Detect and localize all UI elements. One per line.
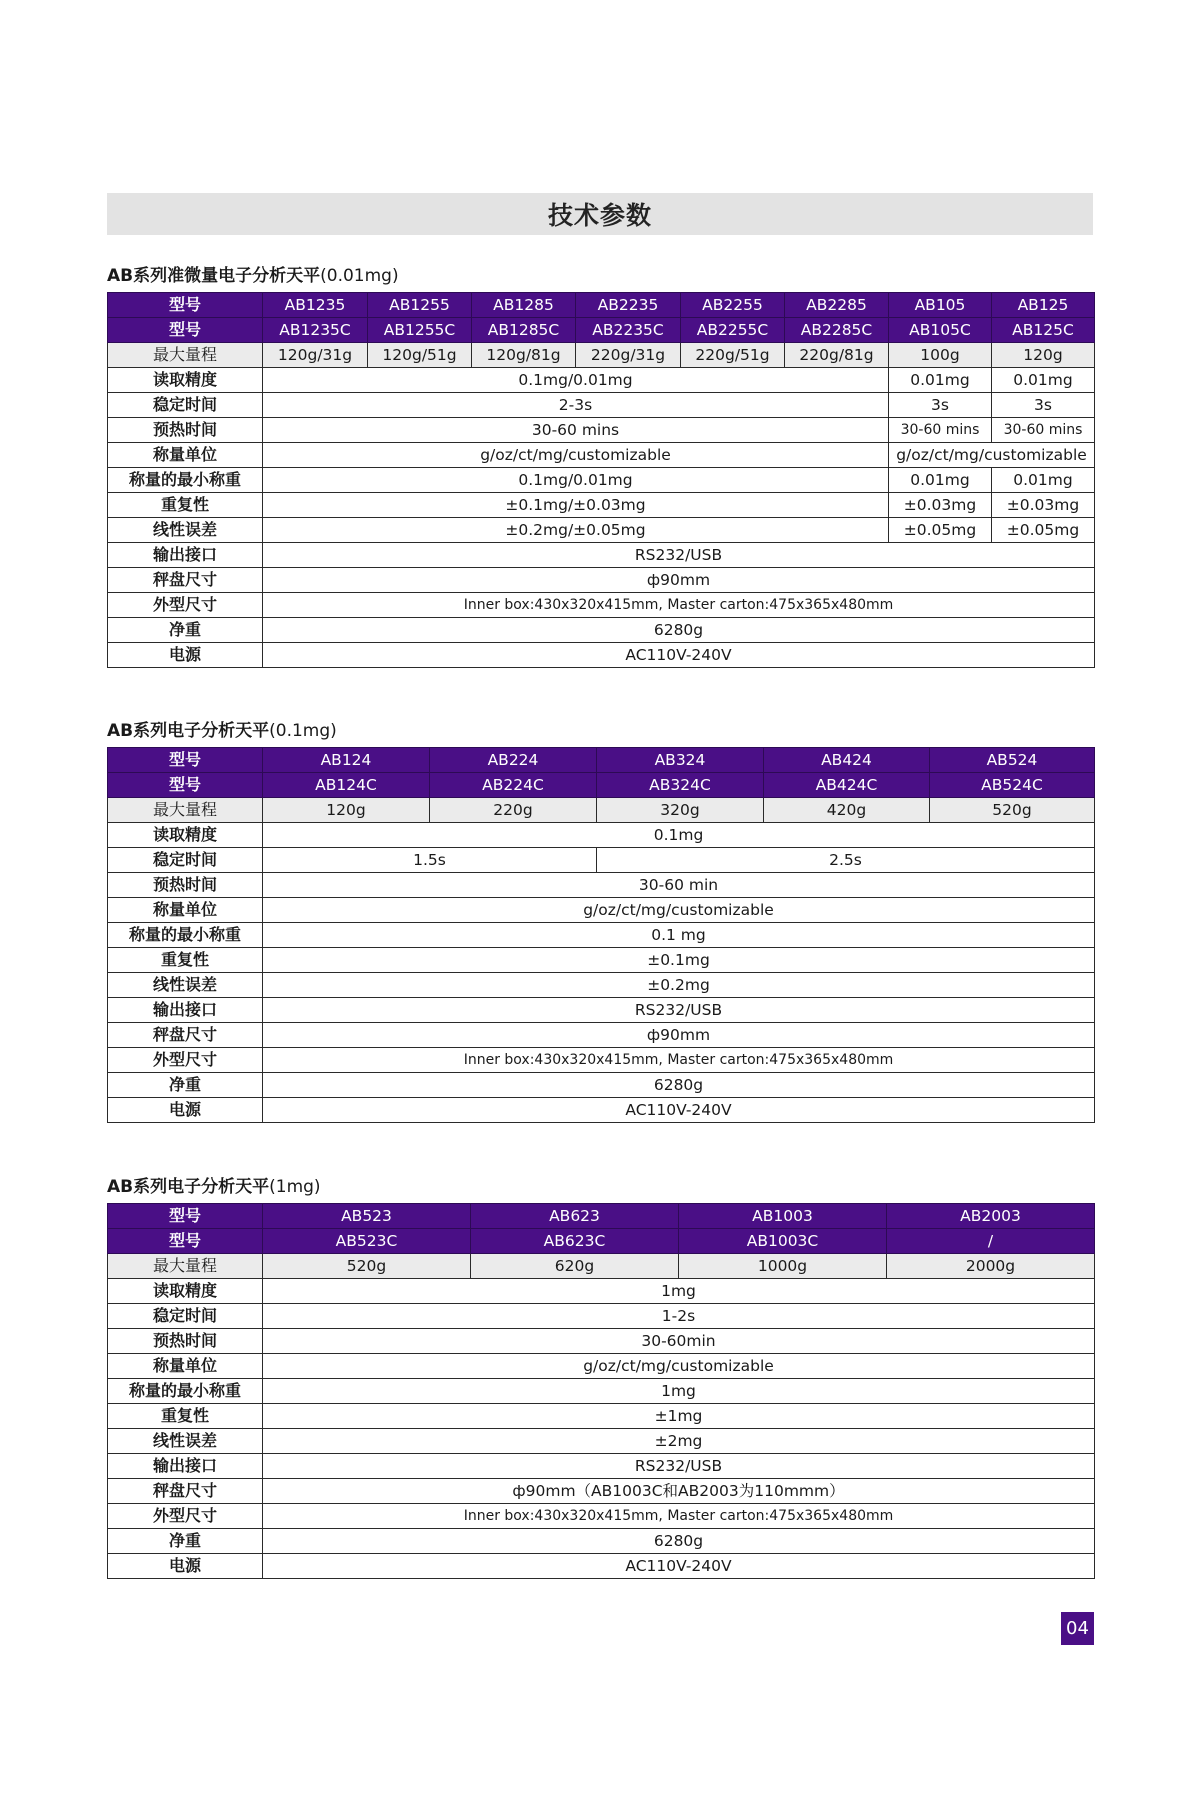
model-cell: AB1285C xyxy=(472,318,576,343)
value-cell: 1mg xyxy=(263,1279,1095,1304)
row-label: 重复性 xyxy=(108,1404,263,1429)
value-cell: ±0.2mg xyxy=(263,973,1095,998)
model-cell: AB124 xyxy=(263,748,430,773)
model-cell: AB125 xyxy=(992,293,1095,318)
table-row xyxy=(108,518,1095,543)
table-row xyxy=(108,1048,1095,1073)
row-label: 外型尺寸 xyxy=(108,1504,263,1529)
row-label: 型号 xyxy=(108,748,263,773)
row-label: 电源 xyxy=(108,643,263,668)
capacity-cell: 100g xyxy=(889,343,992,368)
value-cell: g/oz/ct/mg/customizable xyxy=(889,443,1095,468)
table-row xyxy=(108,1479,1095,1504)
row-label: 电源 xyxy=(108,1554,263,1579)
row-label: 线性误差 xyxy=(108,518,263,543)
row-label: 输出接口 xyxy=(108,1454,263,1479)
capacity-cell: 220g/81g xyxy=(785,343,889,368)
model-cell: AB1255C xyxy=(368,318,472,343)
row-label: 最大量程 xyxy=(108,1254,263,1279)
row-label: 重复性 xyxy=(108,493,263,518)
row-label: 秤盘尺寸 xyxy=(108,1023,263,1048)
table-row xyxy=(108,618,1095,643)
table-row xyxy=(108,1073,1095,1098)
model-cell: AB324 xyxy=(597,748,764,773)
row-label: 稳定时间 xyxy=(108,848,263,873)
table-row xyxy=(108,923,1095,948)
capacity-cell: 520g xyxy=(930,798,1095,823)
value-cell: 6280g xyxy=(263,618,1095,643)
value-cell: ф90mm xyxy=(263,568,1095,593)
table-row xyxy=(108,748,1095,773)
section1-title: AB系列准微量电子分析天平(0.01mg) xyxy=(107,266,399,286)
table-row xyxy=(108,318,1095,343)
table-row xyxy=(108,1429,1095,1454)
model-cell: AB2255C xyxy=(681,318,785,343)
table-row xyxy=(108,873,1095,898)
table-row xyxy=(108,593,1095,618)
value-cell: 2-3s xyxy=(263,393,889,418)
row-label: 读取精度 xyxy=(108,368,263,393)
value-cell: g/oz/ct/mg/customizable xyxy=(263,898,1095,923)
model-cell: AB523C xyxy=(263,1229,471,1254)
row-label: 读取精度 xyxy=(108,823,263,848)
table-row xyxy=(108,1504,1095,1529)
row-label: 称量的最小称重 xyxy=(108,923,263,948)
value-cell: AC110V-240V xyxy=(263,1554,1095,1579)
model-cell: AB224 xyxy=(430,748,597,773)
model-cell: AB2285C xyxy=(785,318,889,343)
table-row xyxy=(108,898,1095,923)
section1-spec-table xyxy=(107,292,1095,668)
value-cell: 30-60min xyxy=(263,1329,1095,1354)
section3-spec-table xyxy=(107,1203,1095,1579)
table-row xyxy=(108,1529,1095,1554)
value-cell: ±0.05mg xyxy=(889,518,992,543)
value-cell: ±0.05mg xyxy=(992,518,1095,543)
table-row xyxy=(108,973,1095,998)
model-cell: AB1235C xyxy=(263,318,368,343)
model-cell: AB105 xyxy=(889,293,992,318)
capacity-cell: 220g/31g xyxy=(576,343,681,368)
value-cell: 0.1mg/0.01mg xyxy=(263,368,889,393)
row-label: 最大量程 xyxy=(108,798,263,823)
value-cell: 6280g xyxy=(263,1073,1095,1098)
model-cell: AB524C xyxy=(930,773,1095,798)
table-row xyxy=(108,1329,1095,1354)
table-row xyxy=(108,468,1095,493)
row-label: 读取精度 xyxy=(108,1279,263,1304)
model-cell: AB2003 xyxy=(887,1204,1095,1229)
row-label: 称量的最小称重 xyxy=(108,468,263,493)
row-label: 输出接口 xyxy=(108,998,263,1023)
value-cell: 0.01mg xyxy=(889,368,992,393)
model-cell: AB623C xyxy=(471,1229,679,1254)
value-cell: 30-60 mins xyxy=(992,418,1095,443)
capacity-cell: 120g/51g xyxy=(368,343,472,368)
capacity-cell: 2000g xyxy=(887,1254,1095,1279)
row-label: 线性误差 xyxy=(108,973,263,998)
section2-title: AB系列电子分析天平(0.1mg) xyxy=(107,721,337,741)
model-cell: AB623 xyxy=(471,1204,679,1229)
model-cell: AB1003C xyxy=(679,1229,887,1254)
capacity-cell: 420g xyxy=(764,798,930,823)
capacity-cell: 520g xyxy=(263,1254,471,1279)
page-number: 04 xyxy=(1061,1612,1094,1645)
value-cell: RS232/USB xyxy=(263,543,1095,568)
value-cell: ±0.03mg xyxy=(889,493,992,518)
capacity-cell: 120g xyxy=(992,343,1095,368)
row-label: 称量单位 xyxy=(108,443,263,468)
model-cell: AB1255 xyxy=(368,293,472,318)
value-cell: 1-2s xyxy=(263,1304,1095,1329)
table-row xyxy=(108,493,1095,518)
row-label: 预热时间 xyxy=(108,418,263,443)
value-cell: 2.5s xyxy=(597,848,1095,873)
capacity-cell: 120g/81g xyxy=(472,343,576,368)
value-cell: g/oz/ct/mg/customizable xyxy=(263,443,889,468)
row-label: 稳定时间 xyxy=(108,1304,263,1329)
value-cell: 1.5s xyxy=(263,848,597,873)
model-cell: AB324C xyxy=(597,773,764,798)
model-cell: AB2285 xyxy=(785,293,889,318)
capacity-cell: 120g/31g xyxy=(263,343,368,368)
value-cell: g/oz/ct/mg/customizable xyxy=(263,1354,1095,1379)
row-label: 型号 xyxy=(108,773,263,798)
capacity-cell: 1000g xyxy=(679,1254,887,1279)
table-row xyxy=(108,568,1095,593)
table-row xyxy=(108,293,1095,318)
model-cell: AB124C xyxy=(263,773,430,798)
value-cell: 30-60 mins xyxy=(263,418,889,443)
model-cell: AB2235 xyxy=(576,293,681,318)
capacity-cell: 320g xyxy=(597,798,764,823)
table-row xyxy=(108,823,1095,848)
value-cell: 0.1mg/0.01mg xyxy=(263,468,889,493)
value-cell: 0.1mg xyxy=(263,823,1095,848)
model-cell: AB105C xyxy=(889,318,992,343)
row-label: 电源 xyxy=(108,1098,263,1123)
table-row xyxy=(108,1204,1095,1229)
table-row xyxy=(108,418,1095,443)
row-label: 型号 xyxy=(108,293,263,318)
row-label: 秤盘尺寸 xyxy=(108,568,263,593)
table-row xyxy=(108,1254,1095,1279)
row-label: 预热时间 xyxy=(108,873,263,898)
model-cell: AB224C xyxy=(430,773,597,798)
page-title: 技术参数 xyxy=(547,201,652,230)
value-cell: 3s xyxy=(992,393,1095,418)
table-row xyxy=(108,998,1095,1023)
page-header xyxy=(107,193,1093,235)
table-row xyxy=(108,643,1095,668)
value-cell: Inner box:430x320x415mm, Master carton:475x365x480mm xyxy=(263,593,1095,618)
table-row xyxy=(108,368,1095,393)
table-row xyxy=(108,948,1095,973)
value-cell: ±0.1mg xyxy=(263,948,1095,973)
row-label: 净重 xyxy=(108,618,263,643)
model-cell: AB424 xyxy=(764,748,930,773)
value-cell: ±0.1mg/±0.03mg xyxy=(263,493,889,518)
table-row xyxy=(108,443,1095,468)
model-cell: / xyxy=(887,1229,1095,1254)
table-row xyxy=(108,393,1095,418)
row-label: 稳定时间 xyxy=(108,393,263,418)
value-cell: 0.01mg xyxy=(992,468,1095,493)
value-cell: 6280g xyxy=(263,1529,1095,1554)
row-label: 最大量程 xyxy=(108,343,263,368)
row-label: 输出接口 xyxy=(108,543,263,568)
row-label: 外型尺寸 xyxy=(108,1048,263,1073)
capacity-cell: 220g xyxy=(430,798,597,823)
table-row xyxy=(108,1098,1095,1123)
capacity-cell: 120g xyxy=(263,798,430,823)
table-row xyxy=(108,848,1095,873)
row-label: 外型尺寸 xyxy=(108,593,263,618)
row-label: 型号 xyxy=(108,1204,263,1229)
table-row xyxy=(108,343,1095,368)
value-cell: RS232/USB xyxy=(263,1454,1095,1479)
value-cell: 30-60 mins xyxy=(889,418,992,443)
capacity-cell: 620g xyxy=(471,1254,679,1279)
value-cell: 30-60 min xyxy=(263,873,1095,898)
value-cell: 0.1 mg xyxy=(263,923,1095,948)
table-row xyxy=(108,1554,1095,1579)
value-cell: RS232/USB xyxy=(263,998,1095,1023)
row-label: 预热时间 xyxy=(108,1329,263,1354)
value-cell: ±2mg xyxy=(263,1429,1095,1454)
row-label: 称量的最小称重 xyxy=(108,1379,263,1404)
table-row xyxy=(108,773,1095,798)
table-row xyxy=(108,1354,1095,1379)
table-row xyxy=(108,1454,1095,1479)
table-row xyxy=(108,798,1095,823)
model-cell: AB524 xyxy=(930,748,1095,773)
model-cell: AB2235C xyxy=(576,318,681,343)
table-row xyxy=(108,543,1095,568)
value-cell: AC110V-240V xyxy=(263,1098,1095,1123)
value-cell: 0.01mg xyxy=(889,468,992,493)
model-cell: AB1235 xyxy=(263,293,368,318)
value-cell: ±0.03mg xyxy=(992,493,1095,518)
row-label: 型号 xyxy=(108,1229,263,1254)
table-row xyxy=(108,1379,1095,1404)
row-label: 称量单位 xyxy=(108,898,263,923)
value-cell: ф90mm（AB1003C和AB2003为110mmm） xyxy=(263,1479,1095,1504)
section2-spec-table xyxy=(107,747,1095,1123)
value-cell: ф90mm xyxy=(263,1023,1095,1048)
model-cell: AB125C xyxy=(992,318,1095,343)
value-cell: ±0.2mg/±0.05mg xyxy=(263,518,889,543)
value-cell: 1mg xyxy=(263,1379,1095,1404)
table-row xyxy=(108,1404,1095,1429)
row-label: 型号 xyxy=(108,318,263,343)
row-label: 线性误差 xyxy=(108,1429,263,1454)
model-cell: AB523 xyxy=(263,1204,471,1229)
value-cell: Inner box:430x320x415mm, Master carton:475x365x480mm xyxy=(263,1504,1095,1529)
model-cell: AB1285 xyxy=(472,293,576,318)
table-row xyxy=(108,1279,1095,1304)
value-cell: AC110V-240V xyxy=(263,643,1095,668)
model-cell: AB2255 xyxy=(681,293,785,318)
row-label: 净重 xyxy=(108,1073,263,1098)
table-row xyxy=(108,1304,1095,1329)
row-label: 称量单位 xyxy=(108,1354,263,1379)
value-cell: ±1mg xyxy=(263,1404,1095,1429)
value-cell: 3s xyxy=(889,393,992,418)
capacity-cell: 220g/51g xyxy=(681,343,785,368)
section3-title: AB系列电子分析天平(1mg) xyxy=(107,1177,321,1197)
row-label: 净重 xyxy=(108,1529,263,1554)
table-row xyxy=(108,1229,1095,1254)
value-cell: Inner box:430x320x415mm, Master carton:475x365x480mm xyxy=(263,1048,1095,1073)
value-cell: 0.01mg xyxy=(992,368,1095,393)
row-label: 重复性 xyxy=(108,948,263,973)
table-row xyxy=(108,1023,1095,1048)
row-label: 秤盘尺寸 xyxy=(108,1479,263,1504)
model-cell: AB1003 xyxy=(679,1204,887,1229)
model-cell: AB424C xyxy=(764,773,930,798)
